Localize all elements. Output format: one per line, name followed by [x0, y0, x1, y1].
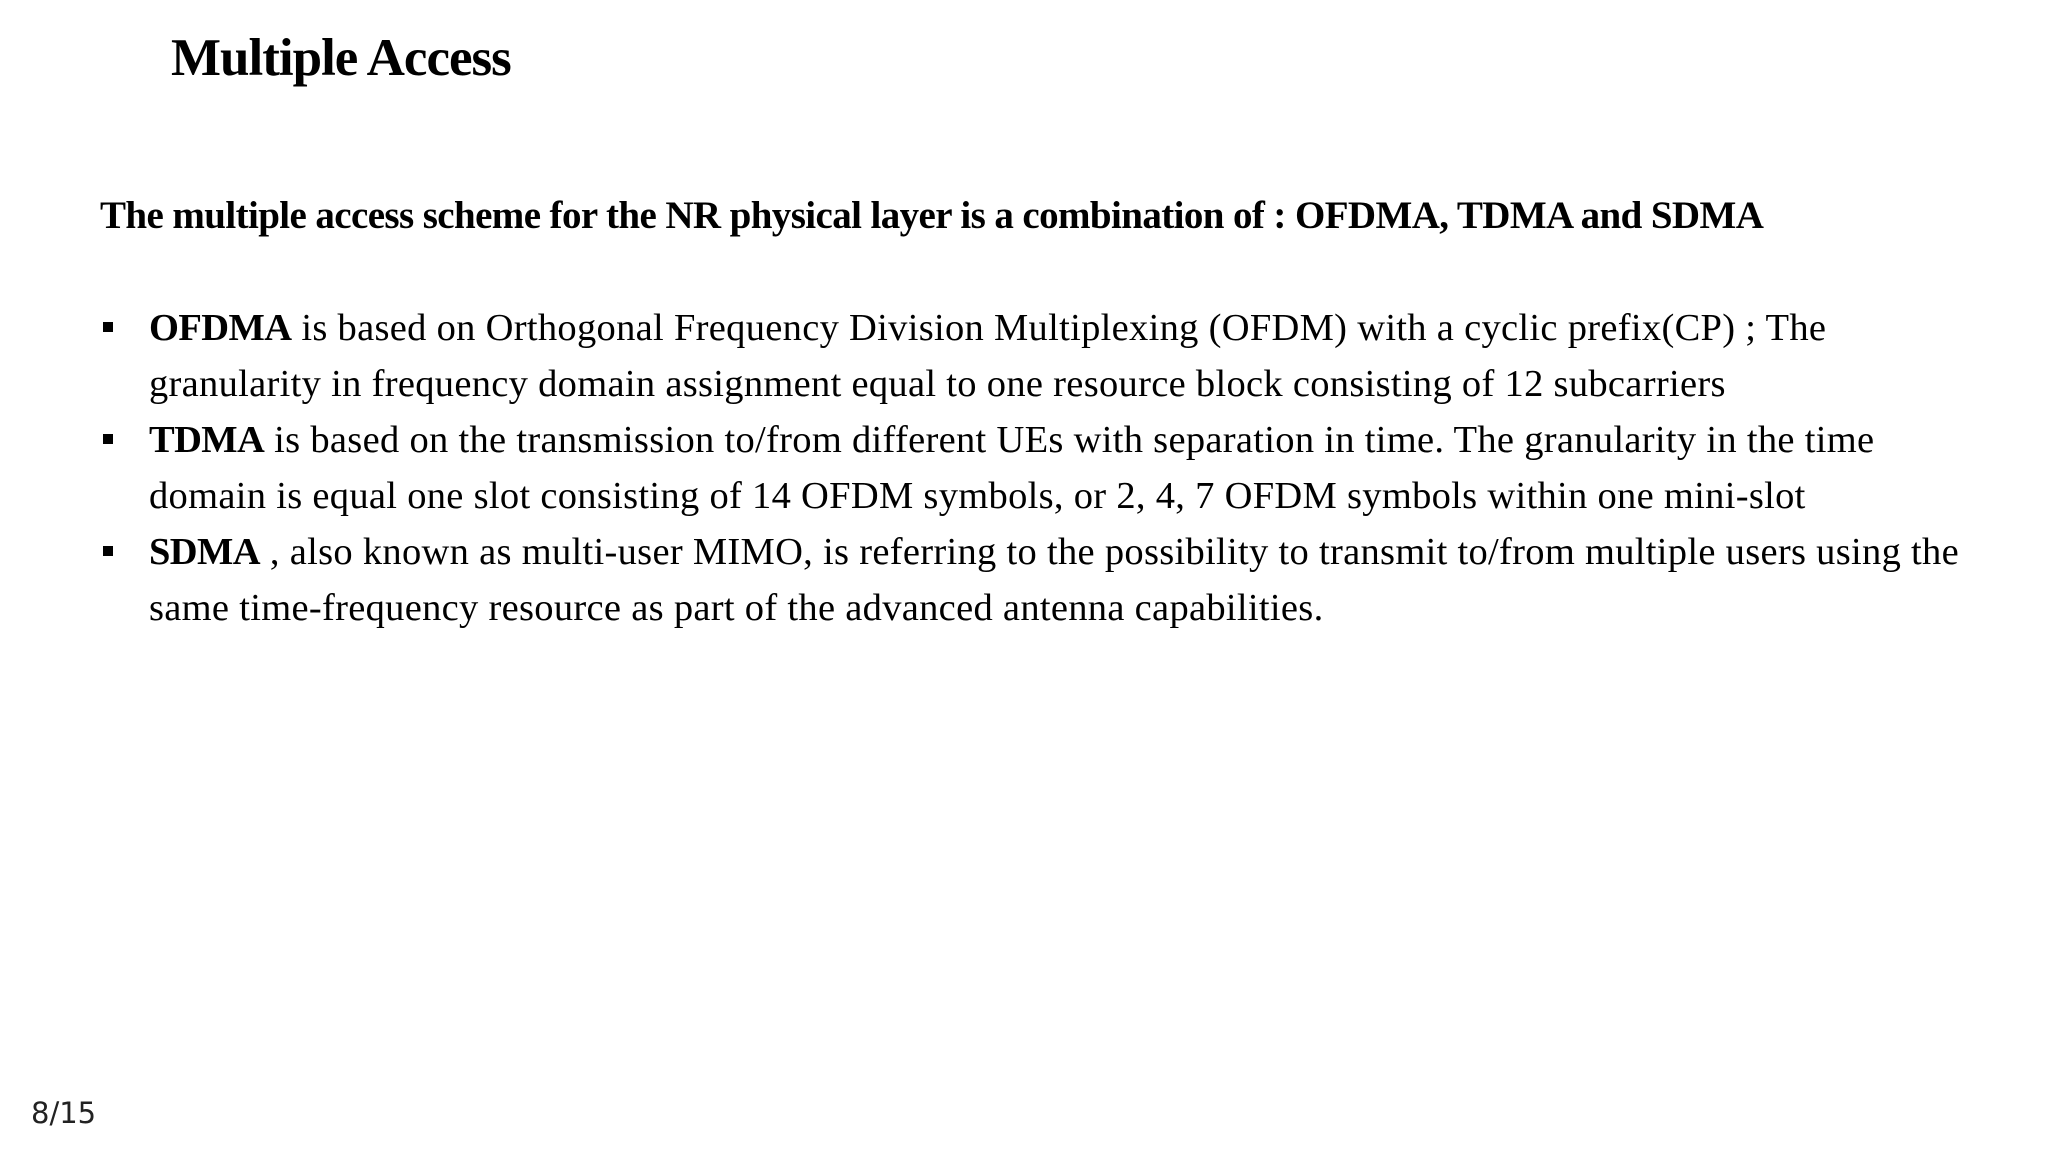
- bullet-sdma: [100, 524, 2000, 636]
- bullet-term: SDMA: [149, 531, 260, 573]
- bullet-text: is based on the transmission to/from different UEs with separation in time. The granularity in the time domain is equal one slot consisting of 14 OFDM symbols, or 2, 4, 7 OFDM symbols within one mini-slot: [149, 419, 1875, 517]
- bullet-tdma: [100, 412, 2000, 524]
- bullet-text: is based on Orthogonal Frequency Division Multiplexing (OFDM) with a cyclic prefix(CP) ; The granularity in frequency domain assignment equal to one resource block consisting of 12 subcarriers: [149, 307, 1827, 405]
- square-bullet-icon: [103, 322, 113, 332]
- square-bullet-icon: [103, 546, 113, 556]
- bullet-list: [100, 300, 2000, 636]
- bullet-ofdma: [100, 300, 2000, 412]
- intro-statement: The multiple access scheme for the NR physical layer is a combination of : OFDMA, TDMA and SDMA: [100, 194, 1764, 237]
- bullet-term: OFDMA: [149, 307, 292, 349]
- slide-title: Multiple Access: [171, 29, 511, 87]
- square-bullet-icon: [103, 434, 113, 444]
- bullet-text: , also known as multi-user MIMO, is referring to the possibility to transmit to/from multiple users using the same time-frequency resource as part of the advanced antenna capabilities.: [149, 531, 1959, 629]
- page-number: 8/15: [31, 1096, 97, 1130]
- bullet-term: TDMA: [149, 419, 265, 461]
